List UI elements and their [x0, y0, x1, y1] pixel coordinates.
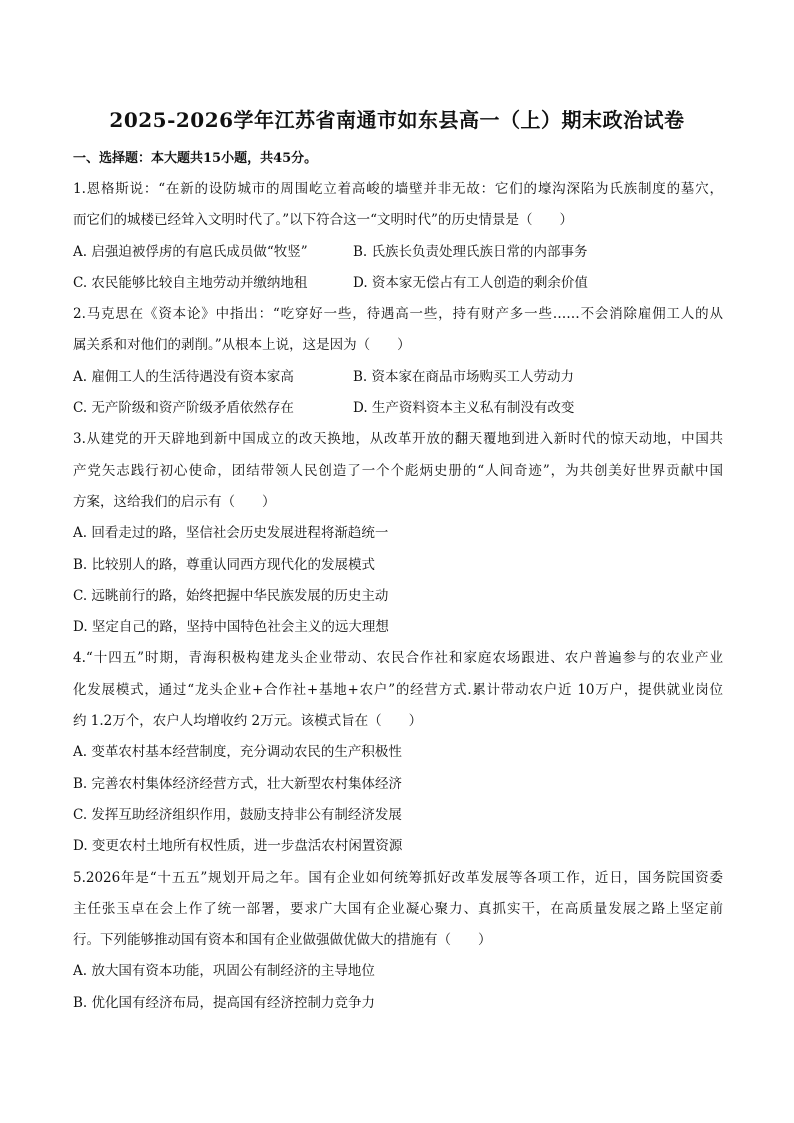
question-4-option-a[interactable]: A. 变革农村基本经营制度，充分调动农民的生产积极性	[73, 744, 402, 761]
question-4-line-2: 化发展模式，通过“龙头企业+合作社+基地+农户”的经营方式.累计带动农户近 10万户，提供就业岗位	[73, 681, 723, 698]
question-body	[73, 174, 723, 1019]
question-1-options-row-1	[73, 237, 723, 268]
section-heading: 一、选择题：本大题共15小题，共45分。	[73, 151, 318, 166]
question-1-option-b[interactable]: B. 氏族长负责处理氏族日常的内部事务	[353, 243, 588, 260]
question-3-line-2: 产党矢志践行初心使命，团结带领人民创造了一个个彪炳史册的“人间奇迹”，为共创美好世界贡献中国	[73, 462, 723, 479]
question-4-option-d[interactable]: D. 变更农村土地所有权性质，进一步盘活农村闲置资源	[73, 838, 403, 855]
question-1-line-1: 1.恩格斯说：“在新的设防城市的周围屹立着高峻的墙壁并非无故：它们的壕沟深陷为氏族制度的墓穴，	[73, 181, 723, 197]
question-1-option-d[interactable]: D. 资本家无偿占有工人创造的剩余价值	[353, 274, 588, 291]
question-2-option-c[interactable]: C. 无产阶级和资产阶级矛盾依然存在	[73, 400, 294, 417]
question-1-line-2: 而它们的城楼已经耸入文明时代了。”以下符合这一“文明时代”的历史情景是（ ）	[73, 212, 573, 229]
question-2-line-1: 2.马克思在《资本论》中指出：“吃穿好一些，待遇高一些，持有财产多一些……不会消除雇佣工人的从	[73, 306, 723, 323]
question-3-line-3: 方案，这给我们的启示有（ ）	[73, 493, 276, 510]
question-4-line-3: 约 1.2万个，农户人均增收约 2万元。该模式旨在（ ）	[73, 713, 423, 730]
question-5-line-1: 5.2026年是“十五五”规划开局之年。国有企业如何统筹抓好改革发展等各项工作，近日，国务院国资委	[73, 869, 723, 886]
question-3-option-a[interactable]: A. 回看走过的路，坚信社会历史发展进程将渐趋统一	[73, 525, 389, 542]
question-1-options-row-2	[73, 268, 723, 299]
question-2-option-d[interactable]: D. 生产资料资本主义私有制没有改变	[353, 400, 575, 417]
question-2-option-b[interactable]: B. 资本家在商品市场购买工人劳动力	[353, 368, 575, 385]
question-2-option-a[interactable]: A. 雇佣工人的生活待遇没有资本家高	[73, 368, 294, 385]
question-1-option-c[interactable]: C. 农民能够比较自主地劳动并缴纳地租	[73, 274, 308, 291]
question-5-line-3: 行。下列能够推动国有资本和国有企业做强做优做大的措施有（ ）	[73, 932, 492, 949]
question-3-option-b[interactable]: B. 比较别人的路，尊重认同西方现代化的发展模式	[73, 556, 376, 573]
question-5-option-b[interactable]: B. 优化国有经济布局，提高国有经济控制力竞争力	[73, 994, 376, 1011]
question-4-line-1: 4.“十四五”时期，青海积极构建龙头企业带动、农民合作社和家庭农场跟进、农户普遍参与的农业产业	[73, 650, 723, 667]
question-1-option-a[interactable]: A. 启强迫被俘虏的有扈氏成员做“牧竖”	[73, 243, 308, 260]
question-2-options-row-1	[73, 362, 723, 393]
question-3-option-c[interactable]: C. 远眺前行的路，始终把握中华民族发展的历史主动	[73, 587, 389, 604]
question-4-option-c[interactable]: C. 发挥互助经济组织作用，鼓励支持非公有制经济发展	[73, 806, 402, 823]
question-4-option-b[interactable]: B. 完善农村集体经济经营方式，壮大新型农村集体经济	[73, 775, 403, 792]
question-2-options-row-2	[73, 393, 723, 424]
question-5-option-a[interactable]: A. 放大国有资本功能，巩固公有制经济的主导地位	[73, 963, 375, 980]
question-5-line-2: 主任张玉卓在会上作了统一部署，要求广大国有企业凝心聚力、真抓实干，在高质量发展之路上坚定前	[73, 900, 723, 917]
page-title: 2025-2026学年江苏省南通市如东县高一（上）期末政治试卷	[109, 108, 685, 132]
question-3-option-d[interactable]: D. 坚定自己的路，坚持中国特色社会主义的远大理想	[73, 619, 389, 636]
question-2-line-2: 属关系和对他们的剥削。”从根本上说，这是因为（ ）	[73, 337, 411, 354]
question-3-line-1: 3.从建党的开天辟地到新中国成立的改天换地，从改革开放的翻天覆地到进入新时代的惊天动地，中国共	[73, 431, 723, 448]
